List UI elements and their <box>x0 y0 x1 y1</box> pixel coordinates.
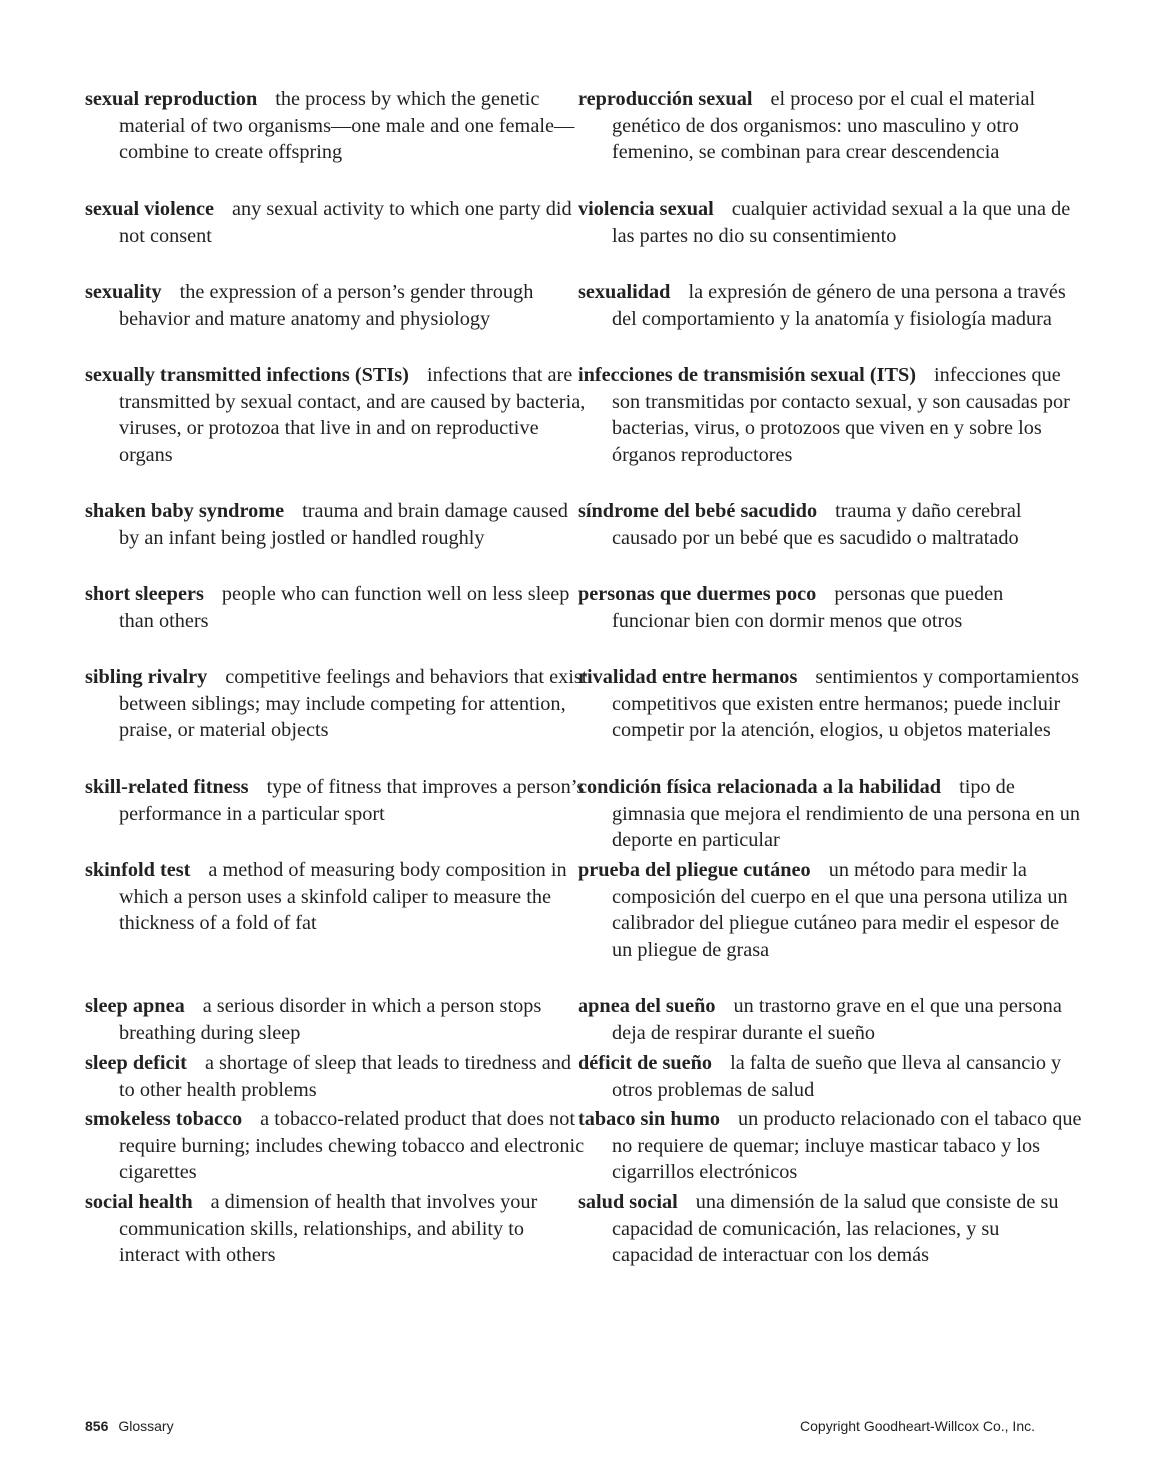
glossary-term: short sleepers <box>85 583 204 605</box>
glossary-entry <box>85 1106 589 1186</box>
glossary-term: déficit de sueño <box>578 1052 713 1074</box>
glossary-definition: sentimientos y comportamientos competitivos que existen entre hermanos; puede incluir competir por la atención, elogios, u objetos materiales <box>612 666 1079 741</box>
glossary-definition: trauma y daño cerebral causado por un bebé que es sacudido o maltratado <box>612 500 1022 549</box>
glossary-entry <box>85 498 589 551</box>
glossary-entry <box>578 774 1082 854</box>
glossary-definition: infecciones que son transmitidas por contacto sexual, y son causadas por bacterias, virus, o protozoos que viven en y sobre los órganos reproductores <box>612 364 1070 466</box>
glossary-entry <box>85 857 589 937</box>
glossary-term: sleep deficit <box>85 1052 187 1074</box>
glossary-definition: the expression of a person’s gender through behavior and mature anatomy and physiology <box>119 281 534 330</box>
glossary-term: sexual reproduction <box>85 88 258 110</box>
glossary-definition: la expresión de género de una persona a través del comportamiento y la anatomía y fisiología madura <box>612 281 1066 330</box>
glossary-entry <box>578 362 1082 468</box>
glossary-entry <box>578 581 1082 634</box>
glossary-entry <box>578 498 1082 551</box>
glossary-entry <box>85 581 589 634</box>
glossary-definition: a serious disorder in which a person stops breathing during sleep <box>119 995 542 1044</box>
glossary-term: personas que duermes poco <box>578 583 817 605</box>
glossary-entry <box>85 362 589 468</box>
glossary-term: tabaco sin humo <box>578 1108 720 1130</box>
glossary-term: condición física relacionada a la habilidad <box>578 776 942 798</box>
glossary-entry <box>85 196 589 249</box>
glossary-term: rivalidad entre hermanos <box>578 666 798 688</box>
glossary-term: prueba del pliegue cutáneo <box>578 859 811 881</box>
glossary-entry <box>85 1050 589 1103</box>
glossary-definition: trauma and brain damage caused by an infant being jostled or handled roughly <box>119 500 568 549</box>
glossary-entry <box>85 774 589 827</box>
glossary-entry <box>578 1106 1082 1186</box>
glossary-definition: a shortage of sleep that leads to tiredness and to other health problems <box>119 1052 572 1101</box>
glossary-term: sibling rivalry <box>85 666 208 688</box>
glossary-term: infecciones de transmisión sexual (ITS) <box>578 364 917 386</box>
glossary-entry <box>578 279 1082 332</box>
glossary-term: reproducción sexual <box>578 88 753 110</box>
glossary-definition: tipo de gimnasia que mejora el rendimiento de una persona en un deporte en particular <box>612 776 1081 851</box>
glossary-entry <box>578 86 1082 166</box>
glossary-entry <box>578 993 1082 1046</box>
glossary-term: sexually transmitted infections (STIs) <box>85 364 409 386</box>
glossary-entry <box>85 993 589 1046</box>
glossary-term: sleep apnea <box>85 995 185 1017</box>
glossary-term: sexual violence <box>85 198 214 220</box>
glossary-definition: a method of measuring body composition in which a person uses a skinfold caliper to measure the thickness of a fold of fat <box>119 859 567 934</box>
glossary-definition: un método para medir la composición del cuerpo en el que una persona utiliza un calibrador del pliegue cutáneo para medir el espesor de un pliegue de grasa <box>612 859 1068 961</box>
glossary-entry <box>85 86 589 166</box>
glossary-definition: personas que pueden funcionar bien con dormir menos que otros <box>612 583 1004 632</box>
page-footer-left <box>85 1418 174 1434</box>
glossary-term: síndrome del bebé sacudido <box>578 500 818 522</box>
glossary-term: sexuality <box>85 281 162 303</box>
glossary-definition: competitive feelings and behaviors that exist between siblings; may include competing for attention, praise, or material objects <box>119 666 588 741</box>
glossary-definition: infections that are transmitted by sexual contact, and are caused by bacteria, viruses, or protozoa that live in and on reproductive organs <box>119 364 586 466</box>
glossary-term: violencia sexual <box>578 198 714 220</box>
glossary-entry <box>578 196 1082 249</box>
glossary-entry <box>578 1050 1082 1103</box>
glossary-entry <box>85 664 589 744</box>
glossary-entry <box>578 857 1082 963</box>
section-name: Glossary <box>118 1418 174 1434</box>
glossary-term: apnea del sueño <box>578 995 716 1017</box>
glossary-definition: people who can function well on less sleep than others <box>119 583 570 632</box>
copyright-notice: Copyright Goodheart-Willcox Co., Inc. <box>800 1418 1035 1434</box>
glossary-term: social health <box>85 1191 193 1213</box>
page-number: 856 <box>85 1418 109 1434</box>
glossary-definition: cualquier actividad sexual a la que una de las partes no dio su consentimiento <box>612 198 1071 247</box>
glossary-definition: the process by which the genetic material of two organisms—one male and one female—combine to create offspring <box>119 88 575 163</box>
glossary-entry <box>578 664 1082 744</box>
glossary-definition: un trastorno grave en el que una persona deja de respirar durante el sueño <box>612 995 1062 1044</box>
glossary-definition: a dimension of health that involves your communication skills, relationships, and ability to interact with others <box>119 1191 538 1266</box>
glossary-term: salud social <box>578 1191 678 1213</box>
glossary-definition: una dimensión de la salud que consiste de su capacidad de comunicación, las relaciones, y su capacidad de interactuar con los demás <box>612 1191 1059 1266</box>
glossary-term: smokeless tobacco <box>85 1108 243 1130</box>
glossary-term: skill-related fitness <box>85 776 249 798</box>
glossary-entry <box>85 279 589 332</box>
glossary-term: sexualidad <box>578 281 671 303</box>
glossary-definition: a tobacco-related product that does not require burning; includes chewing tobacco and electronic cigarettes <box>119 1108 585 1183</box>
glossary-definition: la falta de sueño que lleva al cansancio y otros problemas de salud <box>612 1052 1062 1101</box>
glossary-entry <box>85 1189 589 1269</box>
glossary-definition: un producto relacionado con el tabaco que no requiere de quemar; incluye masticar tabaco y los cigarrillos electrónicos <box>612 1108 1082 1183</box>
glossary-term: skinfold test <box>85 859 191 881</box>
glossary-definition: type of fitness that improves a person’s performance in a particular sport <box>119 776 585 825</box>
glossary-definition: any sexual activity to which one party did not consent <box>119 198 572 247</box>
glossary-term: shaken baby syndrome <box>85 500 285 522</box>
glossary-definition: el proceso por el cual el material genético de dos organismos: uno masculino y otro femenino, se combinan para crear descendencia <box>612 88 1036 163</box>
glossary-entry <box>578 1189 1082 1269</box>
